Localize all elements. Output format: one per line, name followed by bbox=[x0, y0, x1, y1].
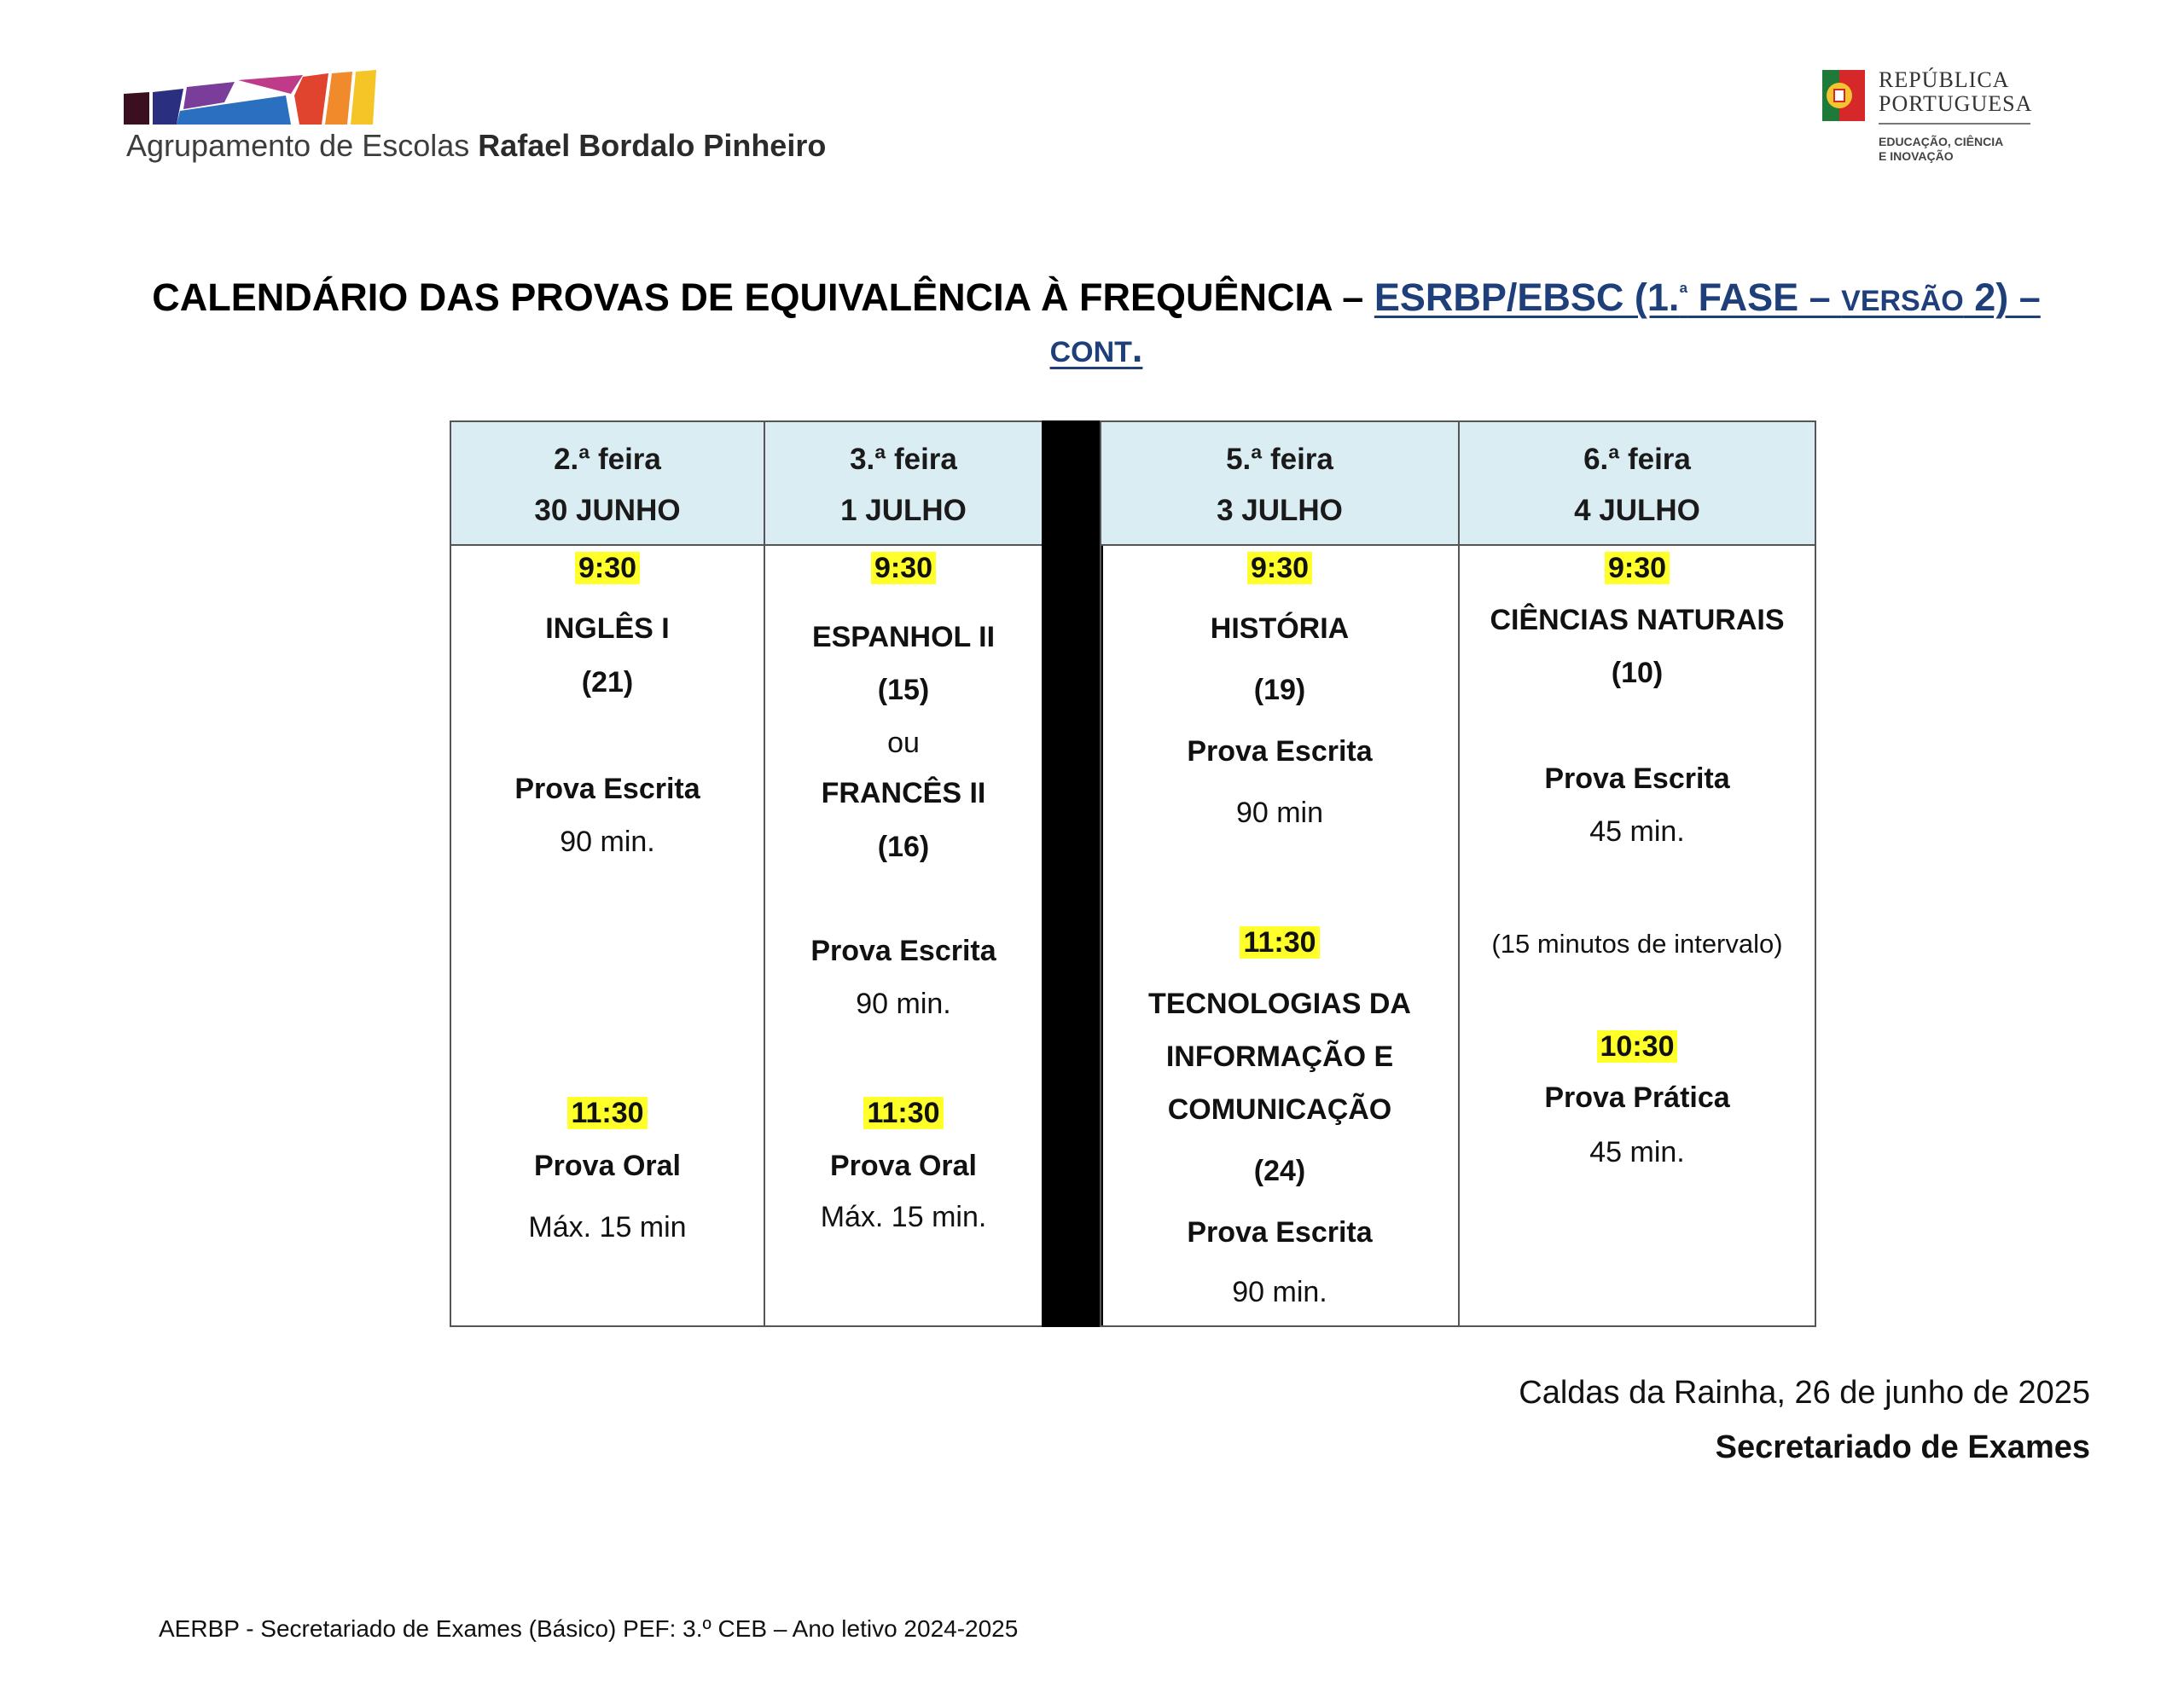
weekday-label: 5.ª feira bbox=[1226, 443, 1333, 476]
republic-emblem bbox=[1817, 67, 1868, 132]
day-column bbox=[450, 420, 765, 1327]
exam-type: Prova Prática bbox=[1544, 1081, 1730, 1114]
title-link-part: ESRBP/EBSC (1.$^ª$ FASE – VERSÃO 2) – bbox=[1374, 275, 2041, 319]
exam-time: 11:30 bbox=[1101, 925, 1458, 959]
exam-time: 9:30 bbox=[451, 551, 764, 585]
exam-type: Prova Escrita bbox=[1544, 762, 1730, 795]
day-header bbox=[1460, 422, 1815, 546]
exam-time: 9:30 bbox=[765, 551, 1042, 585]
school-name: Agrupamento de Escolas Rafael Bordalo Pinheiro bbox=[126, 128, 827, 163]
ministry-text: EDUCAÇÃO, CIÊNCIA E INOVAÇÃO bbox=[1879, 135, 2004, 163]
weekday-label: 3.ª feira bbox=[850, 443, 957, 476]
holiday-separator bbox=[1042, 420, 1103, 1327]
page-title: CALENDÁRIO DAS PROVAS DE EQUIVALÊNCIA À FREQUÊNCIA – ESRBP/EBSC (1.$^ª$ FASE – VERSÃO 2) – CONT. bbox=[152, 275, 2041, 370]
exam-type: Prova Oral bbox=[830, 1150, 977, 1182]
subject-code: (24) bbox=[1253, 1155, 1306, 1187]
exam-type: Prova Escrita bbox=[514, 773, 700, 805]
exam-duration: 90 min. bbox=[1232, 1276, 1327, 1308]
republic-text: REPÚBLICA PORTUGUESA bbox=[1879, 67, 2033, 116]
weekday-label: 2.ª feira bbox=[554, 443, 661, 476]
day-header bbox=[451, 422, 764, 546]
subject-name: HISTÓRIA bbox=[1210, 612, 1350, 645]
school-logo bbox=[124, 70, 405, 125]
exam-type: Prova Oral bbox=[534, 1150, 681, 1182]
day-header bbox=[1101, 422, 1458, 546]
exam-time: 10:30 bbox=[1460, 1029, 1815, 1064]
exam-time: 11:30 bbox=[451, 1096, 764, 1130]
day-column bbox=[1458, 420, 1816, 1327]
date-label: 3 JULHO bbox=[1217, 494, 1343, 527]
page-footer: AERBP - Secretariado de Exames (Básico) PEF: 3.º CEB – Ano letivo 2024-2025 bbox=[159, 1615, 1019, 1642]
subject-alternative: ou bbox=[887, 727, 920, 759]
exam-duration: 90 min. bbox=[560, 826, 655, 858]
subject-name-line: COMUNICAÇÃO bbox=[1167, 1093, 1392, 1126]
date-label: 30 JUNHO bbox=[534, 494, 681, 527]
exam-duration: Máx. 15 min. bbox=[820, 1201, 987, 1233]
exam-type: Prova Escrita bbox=[1187, 1216, 1373, 1249]
weekday-label: 6.ª feira bbox=[1583, 443, 1691, 476]
exam-time: 11:30 bbox=[765, 1096, 1042, 1130]
subject-code: (21) bbox=[581, 666, 634, 699]
subject-name: CIÊNCIAS NATURAIS bbox=[1490, 604, 1785, 636]
exam-duration: 90 min. bbox=[856, 988, 951, 1020]
republic-divider bbox=[1879, 123, 2030, 125]
exam-time: 9:30 bbox=[1460, 551, 1815, 585]
subject-name: FRANCÊS II bbox=[821, 777, 986, 809]
subject-name: INGLÊS I bbox=[545, 612, 670, 645]
day-header bbox=[765, 422, 1042, 546]
subject-code: (16) bbox=[877, 831, 930, 863]
exam-type: Prova Escrita bbox=[1187, 735, 1373, 768]
exam-type: Prova Escrita bbox=[810, 935, 996, 967]
exam-duration: 90 min bbox=[1235, 797, 1324, 829]
subject-name-line: TECNOLOGIAS DA bbox=[1148, 988, 1411, 1020]
exam-duration: 45 min. bbox=[1589, 815, 1685, 848]
subject-code: (10) bbox=[1611, 657, 1664, 689]
date-label: 1 JULHO bbox=[840, 494, 967, 527]
place-and-date: Caldas da Rainha, 26 de junho de 2025 bbox=[1519, 1375, 2090, 1411]
subject-code: (19) bbox=[1253, 674, 1306, 706]
exam-time: 9:30 bbox=[1101, 551, 1458, 585]
exam-duration: 45 min. bbox=[1589, 1136, 1685, 1168]
title-link-cont: CONT. bbox=[1049, 327, 1143, 370]
date-label: 4 JULHO bbox=[1574, 494, 1700, 527]
exam-schedule-table bbox=[450, 420, 1816, 1327]
signature: Secretariado de Exames bbox=[1715, 1429, 2090, 1465]
exam-duration: Máx. 15 min bbox=[528, 1211, 687, 1244]
subject-name-line: INFORMAÇÃO E bbox=[1165, 1041, 1394, 1073]
day-column bbox=[1100, 420, 1460, 1327]
interval-note: (15 minutos de intervalo) bbox=[1491, 929, 1783, 959]
day-column bbox=[764, 420, 1043, 1327]
subject-code: (15) bbox=[877, 674, 930, 706]
subject-name: ESPANHOL II bbox=[811, 621, 996, 653]
